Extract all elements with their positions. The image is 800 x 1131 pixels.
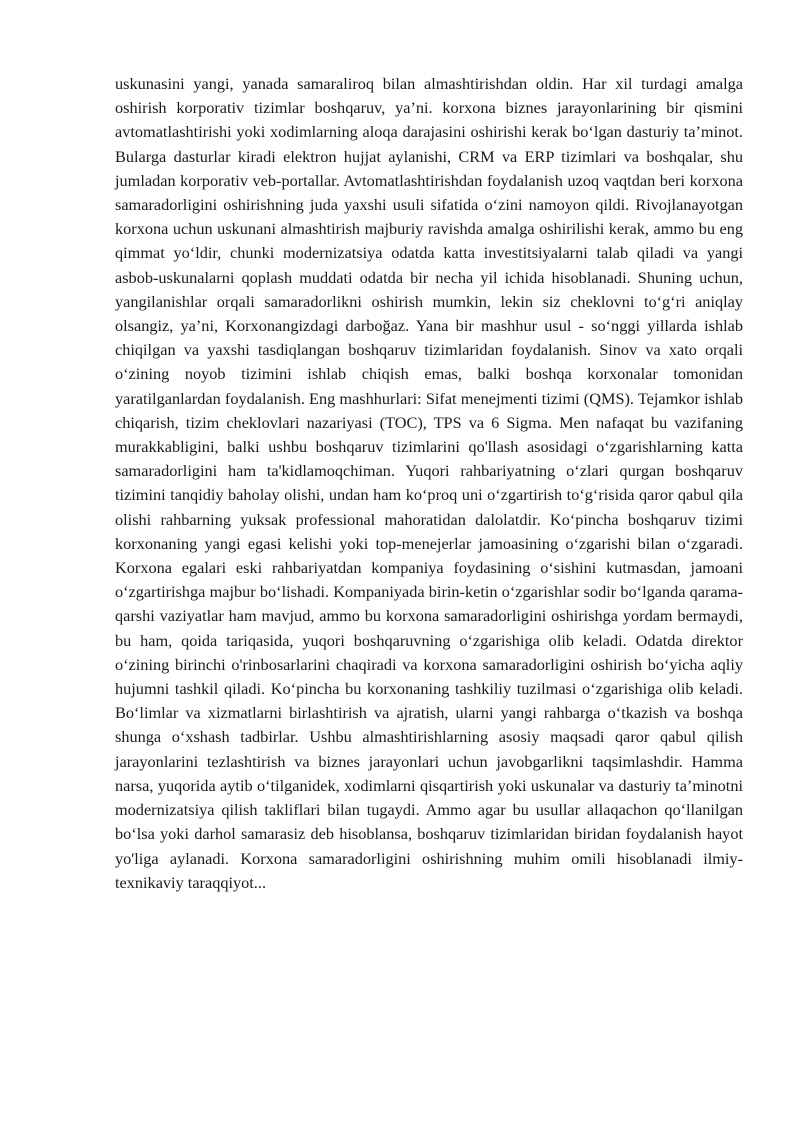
document-page [115, 72, 743, 895]
body-paragraph: uskunasini yangi, yanada samaraliroq bilan almashtirishdan oldin. Har xil turdagi amalga oshirish korporativ tizimlar boshqaruv, ya’ni. korxona biznes jarayonlarining bir qismini avtomatlashtirishi yoki xodimlarning aloqa darajasini oshirishi kerak bo‘lgan dasturiy ta’minot. Bularga dasturlar kiradi elektron hujjat aylanishi, CRM va ERP tizimlari va boshqalar, shu jumladan korporativ veb-portallar. Avtomatlashtirishdan foydalanish uzoq vaqtdan beri korxona samaradorligini oshirishning juda yaxshi usuli sifatida o‘zini namoyon qildi. Rivojlanayotgan korxona uchun uskunani almashtirish majburiy ravishda amalga oshirilishi kerak, ammo bu eng qimmat yo‘ldir, chunki modernizatsiya odatda katta investitsiyalarni talab qiladi va yangi asbob-uskunalarni qoplash muddati odatda bir necha yil ichida hisoblanadi. Shuning uchun, yangilanishlar orqali samaradorlikni oshirish mumkin, lekin siz cheklovni to‘g‘ri aniqlay olsangiz, ya’ni, Korxonangizdagi darboğaz. Yana bir mashhur usul - so‘nggi yillarda ishlab chiqilgan va yaxshi tasdiqlangan boshqaruv tizimlaridan foydalanish. Sinov va xato orqali o‘zining noyob tizimini ishlab chiqish emas, balki boshqa korxonalar tomonidan yaratilganlardan foydalanish. Eng mashhurlari: Sifat menejmenti tizimi (QMS). Tejamkor ishlab chiqarish, tizim cheklovlari nazariyasi (TOC), TPS va 6 Sigma. Men nafaqat bu vazifaning murakkabligini, balki ushbu boshqaruv tizimlarini qo'llash asosidagi o‘zgarishlarning katta samaradorligini ham ta'kidlamoqchiman. Yuqori rahbariyatning o‘zlari qurgan boshqaruv tizimini tanqidiy baholay olishi, undan ham ko‘proq uni o‘zgartirish to‘g‘risida qaror qabul qila olishi rahbarning yuksak professional mahoratidan dalolatdir. Ko‘pincha boshqaruv tizimi korxonaning yangi egasi kelishi yoki top-menejerlar jamoasining o‘zgarishi bilan o‘zgaradi. Korxona egalari eski rahbariyatdan kompaniya foydasining o‘sishini kutmasdan, jamoani o‘zgartirishga majbur bo‘lishadi. Kompaniyada birin-ketin o‘zgarishlar sodir bo‘lganda qarama-qarshi vaziyatlar ham mavjud, ammo bu korxona samaradorligini oshirishga yordam bermaydi, bu ham, qoida tariqasida, yuqori boshqaruvning o‘zgarishiga olib keladi. Odatda direktor o‘zining birinchi o'rinbosarlarini chaqiradi va korxona samaradorligini oshirish bo‘yicha aqliy hujumni tashkil qiladi. Ko‘pincha bu korxonaning tashkiliy tuzilmasi o‘zgarishiga olib keladi. Bo‘limlar va xizmatlarni birlashtirish va ajratish, ularni yangi rahbarga o‘tkazish va boshqa shunga o‘xshash tadbirlar. Ushbu almashtirishlarning asosiy maqsadi qaror qabul qilish jarayonlarini tezlashtirish va biznes jarayonlari uchun javobgarlikni taqsimlashdir. Hamma narsa, yuqorida aytib o‘tilganidek, xodimlarni qisqartirish yoki uskunalar va dasturiy ta’minotni modernizatsiya qilish takliflari bilan tugaydi. Ammo agar bu usullar allaqachon qo‘llanilgan bo‘lsa yoki darhol samarasiz deb hisoblansa, boshqaruv tizimlaridan biridan foydalanish hayot yo'liga aylanadi. Korxona samaradorligini oshirishning muhim omili hisoblanadi ilmiy-texnikaviy taraqqiyot... [115, 74, 743, 892]
